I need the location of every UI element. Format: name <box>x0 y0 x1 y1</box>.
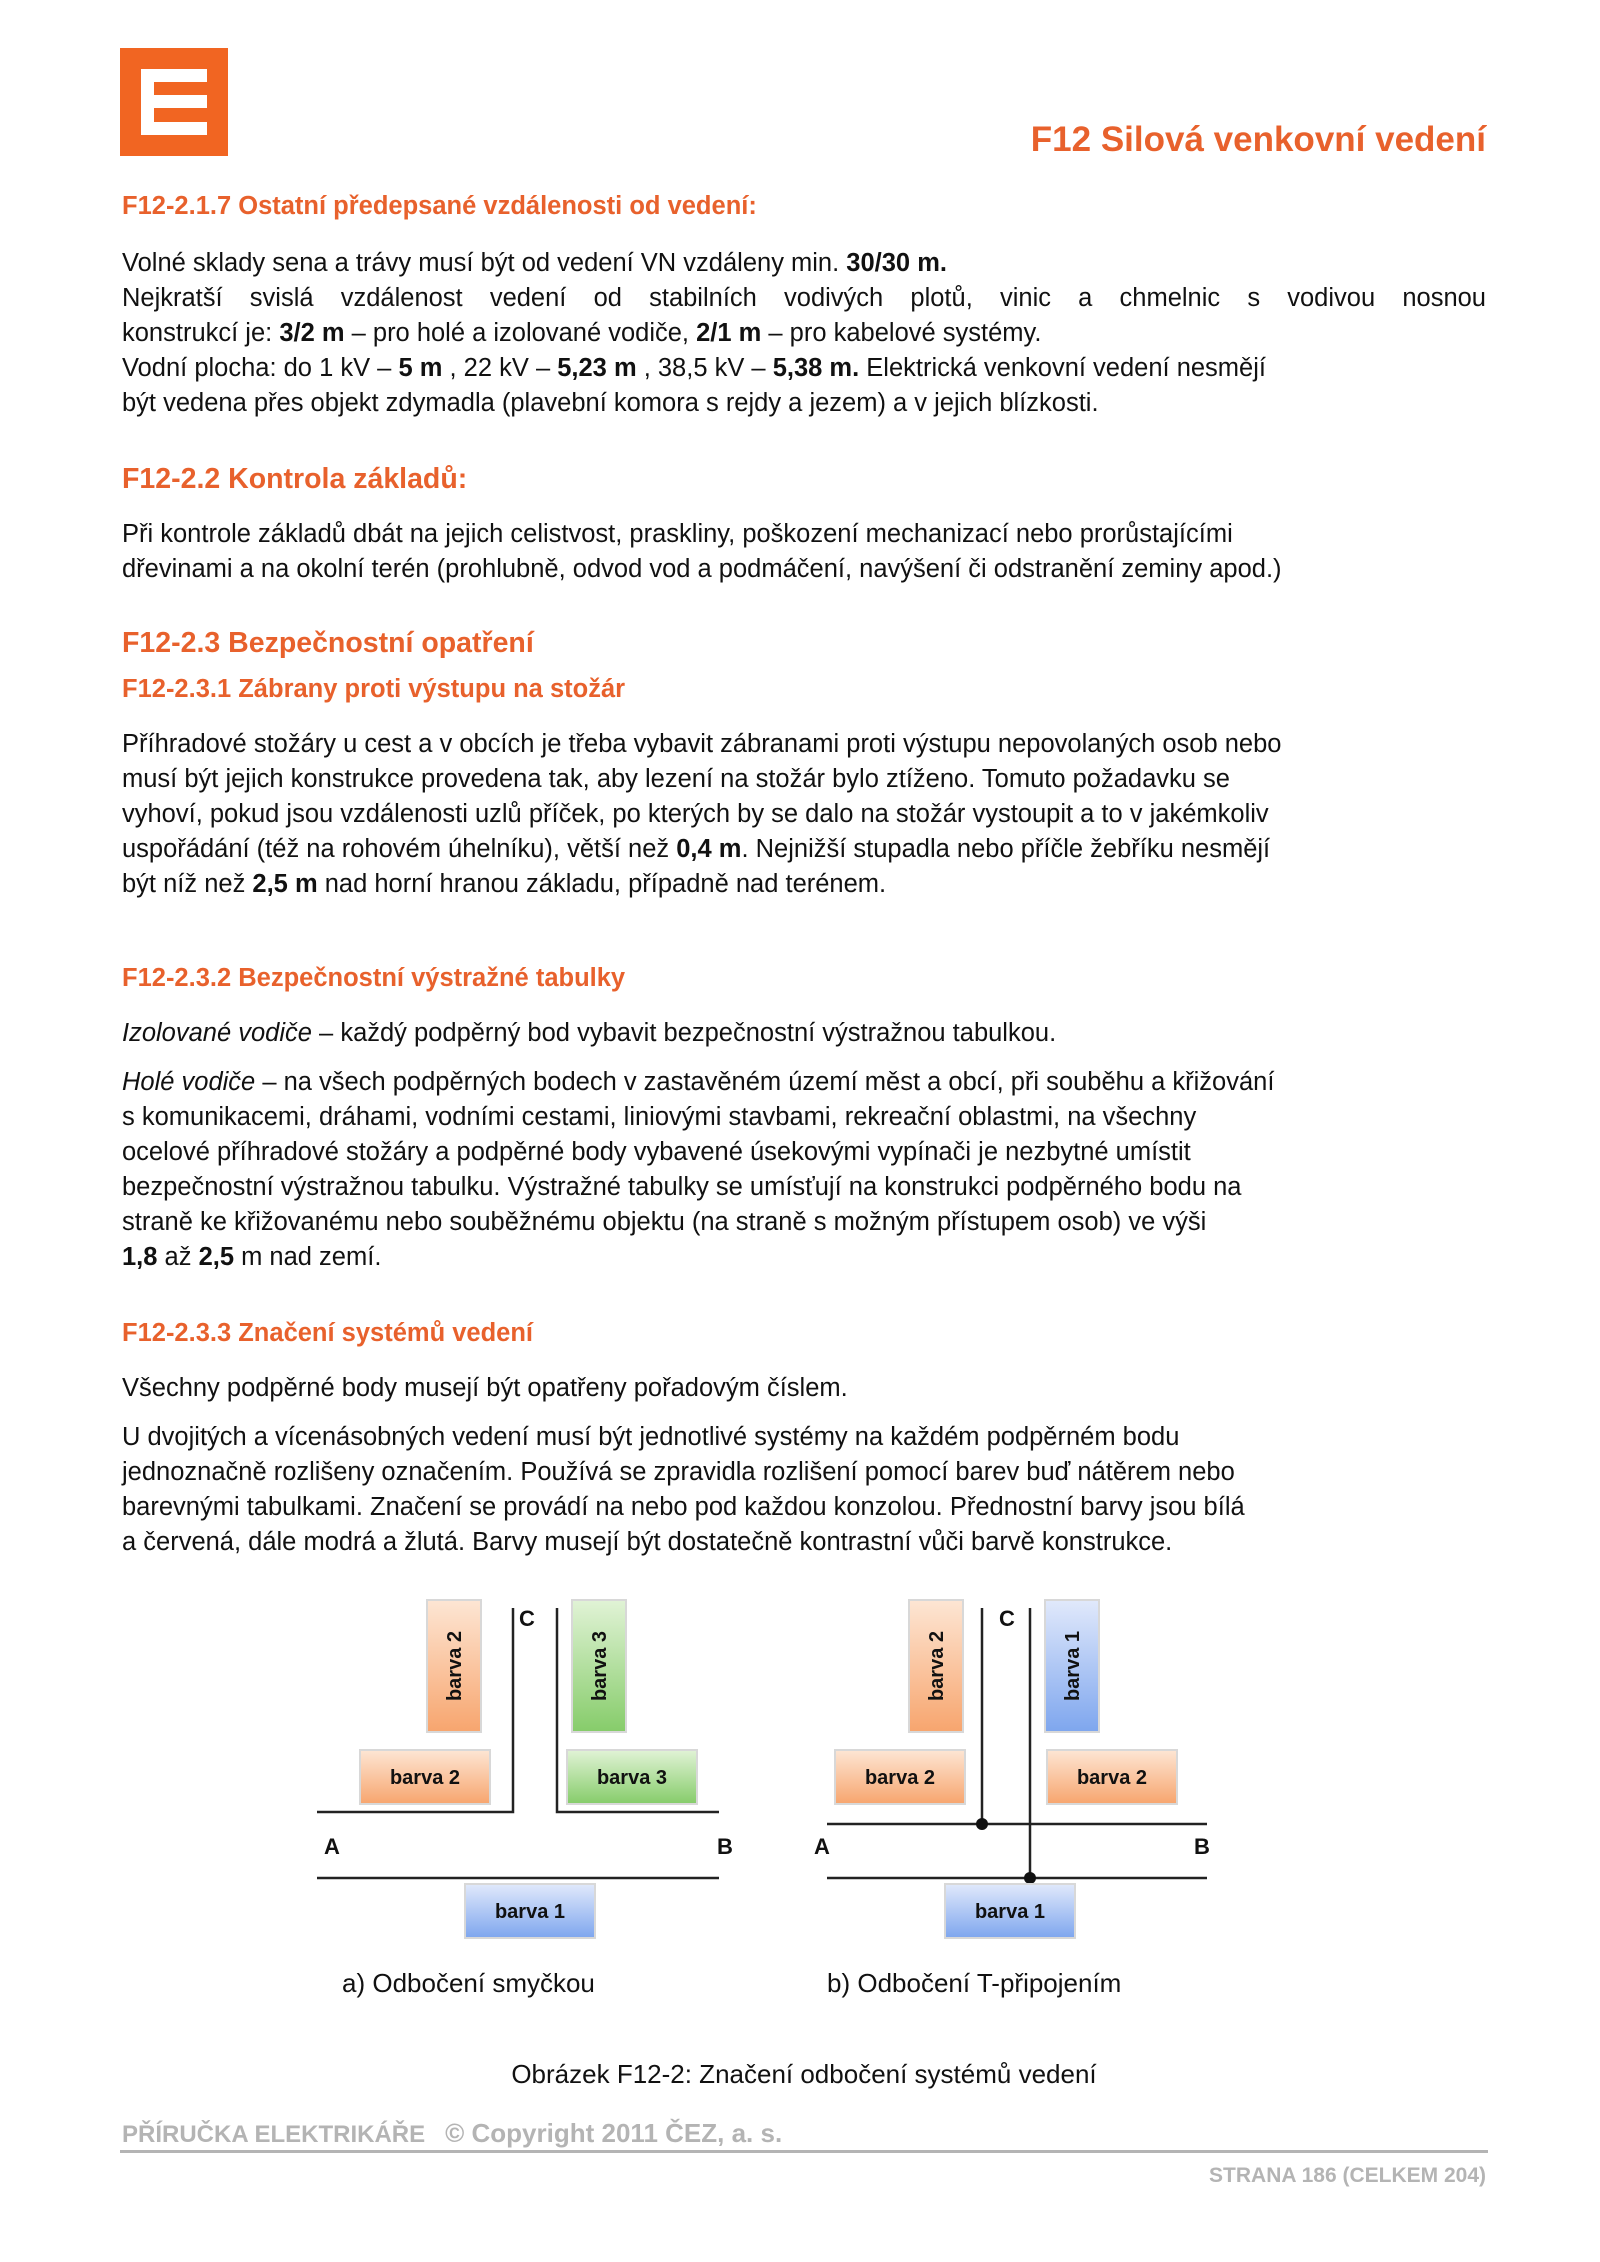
paragraph-line: uspořádání (též na rohovém úhelníku), větší než 0,4 m. Nejnižší stupadla nebo příčle žebříku nesmějí <box>122 835 1271 863</box>
svg-text:barva 2: barva 2 <box>1076 1767 1148 1789</box>
paragraph-line: Volné sklady sena a trávy musí být od vedení VN vzdáleny min. 30/30 m. <box>122 249 947 277</box>
label-a: A <box>814 1834 830 1859</box>
paragraph-line: U dvojitých a vícenásobných vedení musí být jednotlivé systémy na každém podpěrném bodu <box>122 1423 1180 1451</box>
svg-text:barva 3: barva 3 <box>589 1630 611 1702</box>
svg-text:barva 2: barva 2 <box>389 1767 461 1789</box>
color-tag-vertical <box>572 1600 626 1732</box>
color-tag <box>835 1750 965 1804</box>
subcaption-b: b) Odbočení T-připojením <box>827 1968 1122 1998</box>
color-tag <box>945 1884 1075 1938</box>
section-heading-2-2: F12-2.2 Kontrola základů: <box>122 463 468 495</box>
label-c: C <box>999 1606 1015 1631</box>
paragraph-line: Holé vodiče – na všech podpěrných bodech v zastavěném území měst a obcí, při souběhu a křižování <box>122 1068 1275 1096</box>
svg-text:barva 1: barva 1 <box>974 1901 1046 1923</box>
svg-text:barva 2: barva 2 <box>926 1630 948 1702</box>
label-b: B <box>1194 1834 1210 1859</box>
figure-f12-2 <box>122 1596 1486 2021</box>
svg-text:barva 1: barva 1 <box>494 1901 566 1923</box>
color-tag <box>1047 1750 1177 1804</box>
color-tag-vertical <box>1045 1600 1099 1732</box>
svg-text:barva 2: barva 2 <box>444 1630 466 1702</box>
footer-title: PŘÍRUČKA ELEKTRIKÁŘE © Copyright 2011 ČEZ, a. s. <box>122 2118 783 2148</box>
paragraph-line: být vedena přes objekt zdymadla (plavební komora s rejdy a jezem) a v jejich blízkosti. <box>122 389 1099 417</box>
diagram-b <box>814 1600 1210 1938</box>
color-tag <box>567 1750 697 1804</box>
svg-text:barva 1: barva 1 <box>1062 1630 1084 1702</box>
subcaption-row <box>122 1968 1486 2008</box>
figure-caption: Obrázek F12-2: Značení odbočení systémů vedení <box>511 2059 1097 2089</box>
conductor-lines <box>317 1608 719 1878</box>
section-heading-2-3-2: F12-2.3.2 Bezpečnostní výstražné tabulky <box>122 964 626 992</box>
paragraph-line: vyhoví, pokud jsou vzdálenosti uzlů příček, po kterých by se dalo na stožár vystoupit a to v jakémkoliv <box>122 800 1269 828</box>
paragraph: Izolované vodiče – každý podpěrný bod vybavit bezpečnostní výstražnou tabulkou. <box>122 1019 1057 1047</box>
paragraph-line: barevnými tabulkami. Značení se provádí na nebo pod každou konzolou. Přednostní barvy jsou bílá <box>122 1493 1245 1521</box>
chapter-title: F12 Silová venkovní vedení <box>1030 120 1486 159</box>
paragraph-line: musí být jejich konstrukce provedena tak, aby lezení na stožár bylo ztíženo. Tomuto požadavku se <box>122 765 1230 793</box>
page-content <box>122 190 1486 2090</box>
page-number: STRANA 186 (CELKEM 204) <box>1209 2164 1486 2187</box>
diagram-a <box>317 1600 733 1938</box>
paragraph-line: jednoznačně rozlišeny označením. Používá se zpravidla rozlišení pomocí barev buď nátěrem nebo <box>122 1458 1235 1486</box>
paragraph-line: s komunikacemi, dráhami, vodními cestami, liniovými stavbami, rekreační oblastmi, na všechny <box>122 1103 1197 1131</box>
section-heading-2-3-1: F12-2.3.1 Zábrany proti výstupu na stožár <box>122 675 626 703</box>
paragraph: Všechny podpěrné body musejí být opatřeny pořadovým číslem. <box>122 1374 848 1402</box>
paragraph-line: a červená, dále modrá a žlutá. Barvy musejí být dostatečně kontrastní vůči barvě konstrukce. <box>122 1528 1173 1556</box>
paragraph-line: Při kontrole základů dbát na jejich celistvost, praskliny, poškození mechanizací nebo prorůstajícími <box>122 520 1233 548</box>
label-c: C <box>519 1606 535 1631</box>
svg-text:barva 2: barva 2 <box>864 1767 936 1789</box>
paragraph-line: být níž než 2,5 m nad horní hranou základu, případně nad terénem. <box>122 870 887 898</box>
section-heading-2-3: F12-2.3 Bezpečnostní opatření <box>122 627 534 659</box>
cez-logo <box>120 48 228 156</box>
paragraph-line: Příhradové stožáry u cest a v obcích je třeba vybavit zábranami proti výstupu nepovolaných osob nebo <box>122 730 1282 758</box>
paragraph-line: straně ke křižovanému nebo souběžnému objektu (na straně s možným přístupem osob) ve výši <box>122 1208 1207 1236</box>
color-tag-vertical <box>427 1600 481 1732</box>
junction-dot <box>1024 1872 1036 1884</box>
label-b: B <box>717 1834 733 1859</box>
conductor-lines <box>827 1608 1207 1878</box>
svg-text:barva 3: barva 3 <box>596 1767 668 1789</box>
color-tag <box>360 1750 490 1804</box>
junction-dot <box>976 1818 988 1830</box>
section-heading-2-1-7: F12-2.1.7 Ostatní předepsané vzdálenosti od vedení: <box>122 192 757 220</box>
paragraph-line: Nejkratší svislá vzdálenost vedení od stabilních vodivých plotů, vinic a chmelnic s vodivou nosnou <box>122 284 1486 312</box>
color-tag-vertical <box>909 1600 963 1732</box>
paragraph-line: Vodní plocha: do 1 kV – 5 m , 22 kV – 5,23 m , 38,5 kV – 5,38 m. Elektrická venkovní vedení nesmějí <box>122 354 1266 382</box>
color-tag <box>465 1884 595 1938</box>
paragraph-line: konstrukcí je: 3/2 m – pro holé a izolované vodiče, 2/1 m – pro kabelové systémy. <box>122 319 1042 347</box>
paragraph-line: bezpečnostní výstražnou tabulku. Výstražné tabulky se umísťují na konstrukci podpěrného bodu na <box>122 1173 1242 1201</box>
subcaption-a: a) Odbočení smyčkou <box>342 1968 595 1998</box>
paragraph-line: 1,8 až 2,5 m nad zemí. <box>122 1243 382 1271</box>
label-a: A <box>324 1834 340 1859</box>
section-heading-2-3-3: F12-2.3.3 Značení systémů vedení <box>122 1319 534 1347</box>
paragraph-line: ocelové příhradové stožáry a podpěrné body vybavené úsekovými vypínači je nezbytné umístit <box>122 1138 1191 1166</box>
branching-diagram <box>122 1596 1486 2021</box>
paragraph-line: dřevinami a na okolní terén (prohlubně, odvod vod a podmáčení, navýšení či odstranění zeminy apod.) <box>122 555 1282 583</box>
footer-divider <box>120 2150 1488 2153</box>
